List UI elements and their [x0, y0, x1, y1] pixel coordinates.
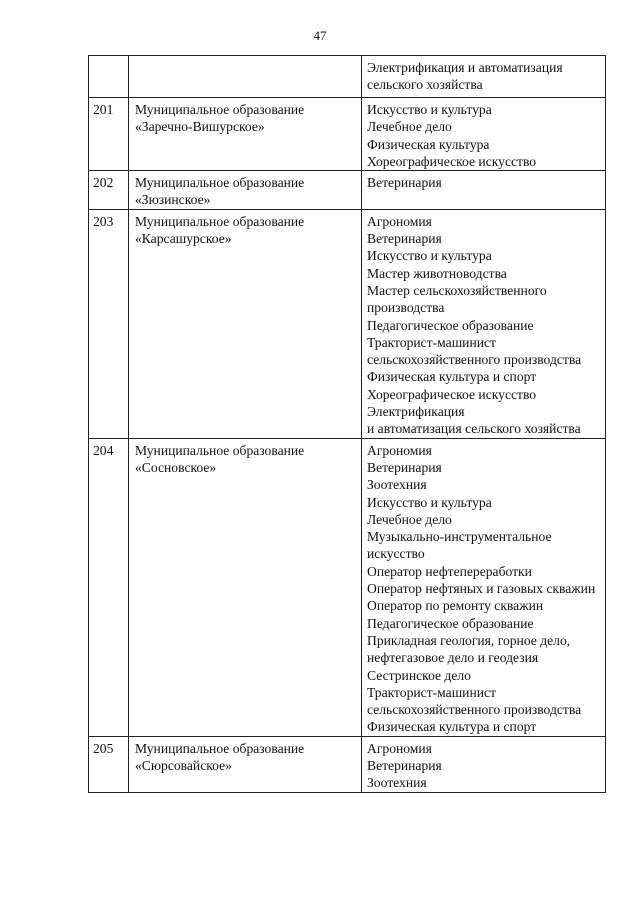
municipality-name-line: Муниципальное образование [135, 740, 305, 756]
table-row [89, 209, 606, 438]
table-body [89, 56, 606, 793]
specialty-item: и автоматизация сельского хозяйства [367, 421, 581, 437]
specialty-item: Ветеринария [367, 757, 442, 773]
table-row [89, 438, 606, 736]
specialty-item: Прикладная геология, горное дело, нефтегазовое дело и геодезия [367, 632, 571, 666]
specialty-item: Ветеринария [367, 175, 442, 191]
specialty-item: Оператор нефтепереработки [367, 563, 532, 579]
specialties-cell [362, 56, 606, 98]
municipality-name-cell [129, 736, 362, 792]
municipality-name-line: «Сюрсовайское» [135, 757, 232, 773]
page-number: 47 [313, 28, 327, 43]
municipality-name-line: «Сосновское» [135, 459, 217, 475]
municipality-name-cell [129, 56, 362, 98]
table-row [89, 98, 606, 171]
municipality-name-line: Муниципальное образование [135, 102, 305, 117]
specialty-item: Тракторист-машинист сельскохозяйственного производства [367, 684, 582, 718]
table-row [89, 56, 606, 98]
specialties-cell [362, 98, 606, 171]
specialty-item: Мастер животноводства [367, 265, 507, 281]
municipality-name-line: «Зюзинское» [135, 192, 211, 208]
specialties-cell [362, 171, 606, 210]
specialty-item: Физическая культура и спорт [367, 369, 537, 385]
row-number-cell: 204 [89, 438, 129, 736]
row-number-cell: 202 [89, 171, 129, 210]
table-row [89, 736, 606, 792]
specialty-item: Искусство и культура [367, 494, 492, 510]
specialty-item: Зоотехния [367, 775, 427, 791]
municipality-name-line: Муниципальное образование [135, 213, 305, 229]
specialty-item: Агрономия [367, 213, 432, 229]
specialty-item: Искусство и культура [367, 248, 492, 264]
specialty-item: Электрификация [367, 404, 465, 420]
specialty-item: Хореографическое искусство [367, 386, 537, 402]
specialty-item: Ветеринария [367, 231, 442, 247]
municipality-name-line: Муниципальное образование [135, 442, 305, 458]
specialty-item: Педагогическое образование [367, 317, 534, 333]
specialty-item: Музыкально-инструментальное искусство [367, 529, 552, 562]
municipality-name-cell [129, 98, 362, 171]
specialty-item: Зоотехния [367, 477, 427, 493]
specialties-cell [362, 736, 606, 792]
specialty-item: Мастер сельскохозяйственного производства [367, 282, 547, 316]
municipality-name-cell [129, 171, 362, 210]
table-row [89, 171, 606, 210]
specialty-item: Тракторист-машинист сельскохозяйственного производства [367, 334, 582, 368]
specialty-item: Электрификация и автоматизация сельского хозяйства [367, 60, 563, 93]
specialty-item: Агрономия [367, 740, 432, 756]
specialty-item: Лечебное дело [367, 511, 452, 527]
specialties-table [88, 55, 606, 793]
row-number-cell: 205 [89, 736, 129, 792]
specialties-cell [362, 438, 606, 736]
specialty-item: Хореографическое искусство [367, 153, 537, 169]
specialty-item: Лечебное дело [367, 119, 452, 135]
specialty-item: Педагогическое образование [367, 615, 534, 631]
specialty-item: Физическая культура и спорт [367, 719, 537, 735]
row-number-cell: 201 [89, 98, 129, 171]
specialty-item: Оператор нефтяных и газовых скважин [367, 581, 596, 597]
row-number-cell [89, 56, 129, 98]
specialty-item: Сестринское дело [367, 667, 471, 683]
specialty-item: Оператор по ремонту скважин [367, 598, 544, 614]
specialties-cell [362, 209, 606, 438]
municipality-name-line: Муниципальное образование [135, 175, 305, 191]
specialty-item: Физическая культура [367, 136, 490, 152]
municipality-name-cell [129, 209, 362, 438]
municipality-name-line: «Заречно-Вишурское» [135, 119, 265, 135]
specialty-item: Ветеринария [367, 459, 442, 475]
specialty-item: Агрономия [367, 442, 432, 458]
specialty-item: Искусство и культура [367, 102, 492, 117]
municipality-name-cell [129, 438, 362, 736]
municipality-name-line: «Карсашурское» [135, 231, 232, 247]
row-number-cell: 203 [89, 209, 129, 438]
